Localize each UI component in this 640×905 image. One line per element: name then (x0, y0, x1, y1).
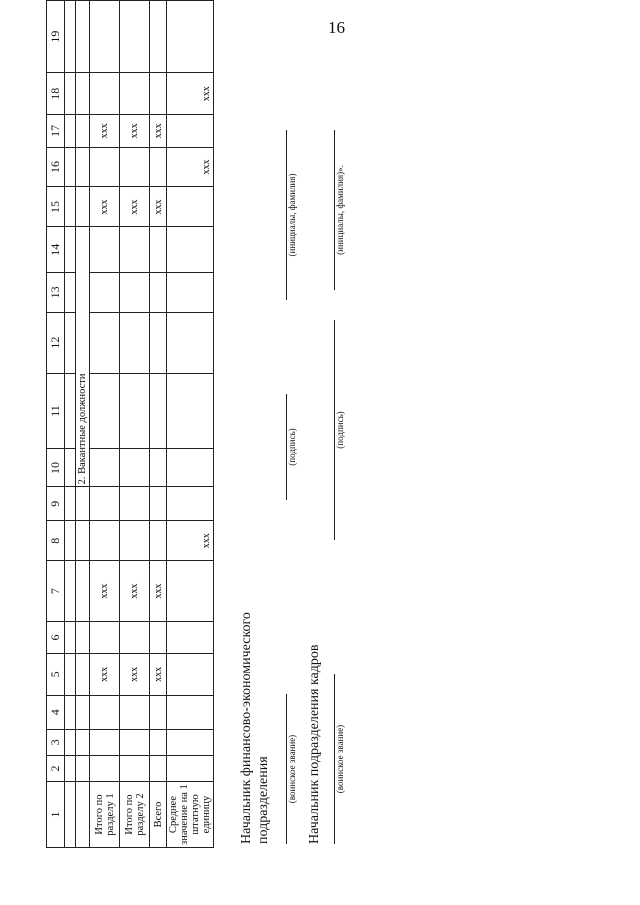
rank-caption-1: (воинское звание) (287, 734, 297, 804)
col-header: 10 (47, 449, 65, 487)
table-cell: xxx (90, 187, 120, 227)
table-cell (120, 695, 150, 729)
col-header: 4 (47, 695, 65, 729)
table-cell (90, 272, 120, 312)
table-cell (150, 373, 167, 449)
table-cell (90, 373, 120, 449)
col-header: 13 (47, 272, 65, 312)
row-label: Итого по разделу 2 (120, 782, 150, 848)
finance-head-title: Начальник финансово-экономического подразделения (239, 612, 271, 844)
table-cell (167, 755, 214, 781)
table-cell (90, 622, 120, 654)
col-header: 3 (47, 729, 65, 755)
col-header: 17 (47, 115, 65, 147)
col-header: 6 (47, 622, 65, 654)
table-cell (150, 449, 167, 487)
table-cell: xxx (167, 521, 214, 561)
table-cell (150, 729, 167, 755)
table-cell (150, 272, 167, 312)
table-cell (90, 755, 120, 781)
page-number: 16 (328, 18, 345, 37)
col-header: 11 (47, 373, 65, 449)
table-cell: xxx (150, 561, 167, 622)
hr-head-title: Начальник подразделения кадров (307, 644, 322, 844)
table-cell (90, 449, 120, 487)
col-header: 5 (47, 653, 65, 695)
table-cell (167, 373, 214, 449)
table-cell (120, 487, 150, 521)
table-cell (150, 1, 167, 73)
table-cell (90, 1, 120, 73)
table-cell (167, 695, 214, 729)
table-cell (120, 73, 150, 115)
summary-table (46, 0, 214, 848)
table-row (120, 1, 150, 848)
col-header: 14 (47, 227, 65, 273)
table-cell: xxx (90, 653, 120, 695)
table-cell (167, 561, 214, 622)
table-cell (120, 312, 150, 373)
table-cell (90, 147, 120, 187)
table-cell (150, 622, 167, 654)
table-cell (167, 622, 214, 654)
section-row (76, 1, 90, 848)
blank-row (65, 1, 76, 848)
row-label: Итого по разделу 1 (90, 782, 120, 848)
col-header: 8 (47, 521, 65, 561)
table-cell (167, 272, 214, 312)
table-cell: xxx (120, 653, 150, 695)
table-cell (90, 521, 120, 561)
table-cell (150, 147, 167, 187)
table-cell (150, 73, 167, 115)
table-cell (120, 373, 150, 449)
table-cell (120, 729, 150, 755)
signature-caption-1: (подпись) (287, 428, 297, 466)
table-cell: xxx (120, 187, 150, 227)
table-cell (150, 695, 167, 729)
table-cell (167, 312, 214, 373)
table-cell: xxx (120, 561, 150, 622)
col-header: 1 (47, 782, 65, 848)
table-cell (90, 729, 120, 755)
col-header: 7 (47, 561, 65, 622)
table-cell (120, 1, 150, 73)
table-cell (150, 312, 167, 373)
signature-caption-2: (подпись) (335, 411, 345, 449)
initials-caption-1: (инициалы, фамилия) (287, 173, 297, 257)
table-cell (90, 312, 120, 373)
table-row (90, 1, 120, 848)
table-cell (150, 487, 167, 521)
table-cell: xxx (90, 115, 120, 147)
table-cell (120, 272, 150, 312)
table-cell (90, 227, 120, 273)
table-row (150, 1, 167, 848)
table-cell: xxx (90, 561, 120, 622)
table-cell (120, 755, 150, 781)
table-cell (167, 487, 214, 521)
col-header: 15 (47, 187, 65, 227)
table-cell (167, 187, 214, 227)
col-header: 9 (47, 487, 65, 521)
table-cell: xxx (120, 115, 150, 147)
table-cell (90, 487, 120, 521)
table-cell (120, 622, 150, 654)
table-cell (167, 729, 214, 755)
table-cell: xxx (167, 147, 214, 187)
table-cell (167, 227, 214, 273)
table-cell (150, 755, 167, 781)
table-cell: xxx (167, 73, 214, 115)
col-header: 2 (47, 755, 65, 781)
col-header: 18 (47, 73, 65, 115)
table-cell: xxx (150, 115, 167, 147)
table-cell (120, 449, 150, 487)
table-cell (120, 227, 150, 273)
col-header: 16 (47, 147, 65, 187)
row-label: Всего (150, 782, 167, 848)
rank-caption-2: (воинское звание) (335, 724, 345, 794)
table-header-row (47, 1, 65, 848)
table-cell (120, 147, 150, 187)
table-cell (167, 653, 214, 695)
table-cell: xxx (150, 187, 167, 227)
col-header: 12 (47, 312, 65, 373)
table-cell (167, 1, 214, 73)
table-cell (150, 227, 167, 273)
table-cell (167, 115, 214, 147)
table-cell (90, 695, 120, 729)
table-cell (150, 521, 167, 561)
table-cell: xxx (150, 653, 167, 695)
section-title: 2. Вакантные должности (76, 227, 90, 487)
table-cell (90, 73, 120, 115)
table-cell (167, 449, 214, 487)
col-header: 19 (47, 1, 65, 73)
row-label: Среднее значение на 1 штатную единицу (167, 782, 214, 848)
initials-caption-2: (инициалы, фамилия)». (335, 165, 345, 255)
table-cell (120, 521, 150, 561)
table-row (167, 1, 214, 848)
